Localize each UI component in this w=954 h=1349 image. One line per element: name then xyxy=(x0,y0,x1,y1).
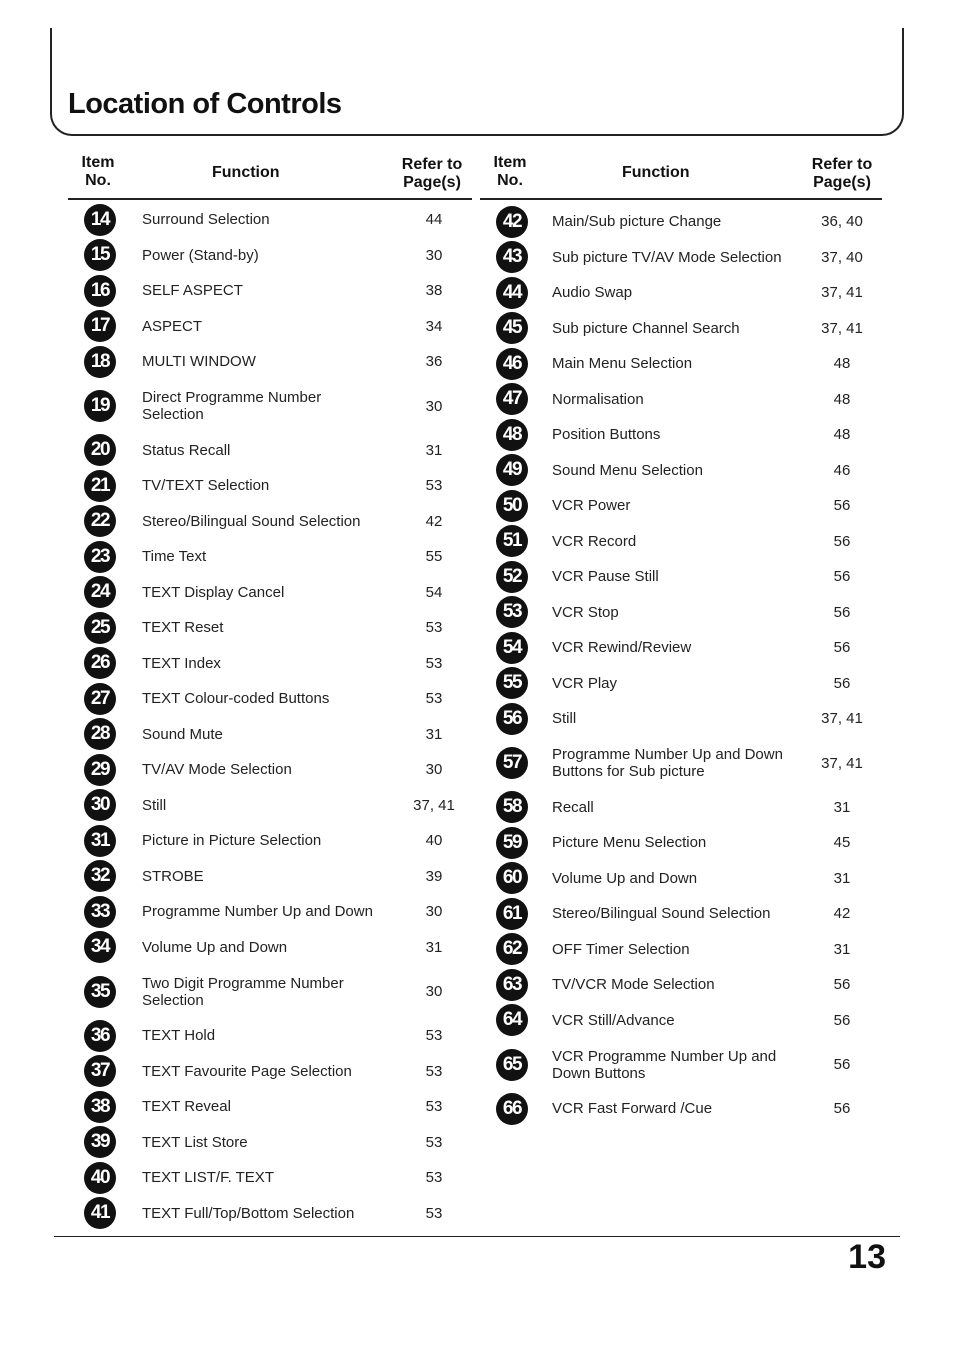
refer-pages: 36, 40 xyxy=(821,213,863,231)
table-row xyxy=(480,595,882,631)
refer-pages: 37, 41 xyxy=(821,754,863,772)
item-number-badge: 26 xyxy=(84,647,116,679)
refer-pages: 37, 41 xyxy=(821,284,863,302)
refer-pages: 53 xyxy=(425,654,443,672)
refer-pages: 31 xyxy=(425,938,443,956)
function-label: Picture in Picture Selection xyxy=(142,832,322,850)
refer-pages: 40 xyxy=(425,832,443,850)
item-number-badge: 40 xyxy=(84,1162,116,1194)
refer-pages: 53 xyxy=(425,1098,443,1116)
header-function: Function xyxy=(622,164,690,181)
table-row xyxy=(68,894,472,930)
item-number-badge: 49 xyxy=(496,454,528,486)
header-function: Function xyxy=(212,164,280,181)
function-label: TEXT Display Cancel xyxy=(142,583,285,601)
item-number-badge: 25 xyxy=(84,612,116,644)
item-number-badge: 46 xyxy=(496,348,528,380)
function-label: VCR Programme Number Up and Down Buttons xyxy=(552,1047,777,1082)
item-number-badge: 30 xyxy=(84,789,116,821)
header-item-no: Item No. xyxy=(81,154,115,189)
refer-pages: 30 xyxy=(425,903,443,921)
item-number-badge: 47 xyxy=(496,383,528,415)
table-row xyxy=(480,630,882,666)
item-number-badge: 65 xyxy=(496,1049,528,1081)
table-row xyxy=(68,1089,472,1125)
item-number-badge: 32 xyxy=(84,860,116,892)
item-number-badge: 14 xyxy=(84,204,116,236)
page-title: Location of Controls xyxy=(68,88,342,120)
refer-pages: 56 xyxy=(833,639,851,657)
item-number-badge: 61 xyxy=(496,898,528,930)
function-label: Sound Menu Selection xyxy=(552,461,703,479)
refer-pages: 53 xyxy=(425,1169,443,1187)
table-row xyxy=(68,752,472,788)
item-number-badge: 64 xyxy=(496,1004,528,1036)
refer-pages: 30 xyxy=(425,246,443,264)
function-label: Still xyxy=(142,796,167,814)
refer-pages: 37, 41 xyxy=(413,796,455,814)
function-label: VCR Record xyxy=(552,532,637,550)
item-number-badge: 54 xyxy=(496,632,528,664)
left-table xyxy=(68,152,472,1231)
function-label: Status Recall xyxy=(142,441,231,459)
function-label: Stereo/Bilingual Sound Selection xyxy=(142,512,361,530)
item-number-badge: 29 xyxy=(84,754,116,786)
function-label: STROBE xyxy=(142,867,204,885)
table-row xyxy=(68,788,472,824)
table-row xyxy=(480,666,882,702)
table-row xyxy=(480,967,882,1003)
function-label: Sub picture Channel Search xyxy=(552,319,740,337)
table-row xyxy=(68,930,472,966)
function-label: OFF Timer Selection xyxy=(552,940,690,958)
table-row xyxy=(68,610,472,646)
item-number-badge: 59 xyxy=(496,827,528,859)
function-label: TEXT Reveal xyxy=(142,1098,231,1116)
refer-pages: 48 xyxy=(833,426,851,444)
item-number-badge: 42 xyxy=(496,206,528,238)
table-row xyxy=(68,309,472,345)
right-table-body xyxy=(480,204,882,1127)
table-row xyxy=(480,1003,882,1039)
right-table-header xyxy=(480,152,882,200)
function-label: TEXT Reset xyxy=(142,619,224,637)
table-row xyxy=(480,1038,882,1091)
table-row xyxy=(68,433,472,469)
item-number-badge: 16 xyxy=(84,275,116,307)
function-label: VCR Play xyxy=(552,674,618,692)
item-number-badge: 37 xyxy=(84,1055,116,1087)
refer-pages: 53 xyxy=(425,1133,443,1151)
refer-pages: 56 xyxy=(833,568,851,586)
function-label: VCR Stop xyxy=(552,603,619,621)
function-label: Normalisation xyxy=(552,390,644,408)
function-label: ASPECT xyxy=(142,317,203,335)
refer-pages: 37, 41 xyxy=(821,710,863,728)
refer-pages: 56 xyxy=(833,532,851,550)
table-row xyxy=(480,737,882,790)
function-label: TEXT Index xyxy=(142,654,221,672)
item-number-badge: 66 xyxy=(496,1093,528,1125)
table-row xyxy=(68,859,472,895)
item-number-badge: 45 xyxy=(496,312,528,344)
function-label: Direct Programme Number Selection xyxy=(142,389,322,423)
item-number-badge: 52 xyxy=(496,561,528,593)
table-row xyxy=(480,524,882,560)
table-row xyxy=(68,202,472,238)
table-row xyxy=(480,790,882,826)
function-label: TV/TEXT Selection xyxy=(142,477,270,495)
table-row xyxy=(480,346,882,382)
refer-pages: 56 xyxy=(833,976,851,994)
function-label: Programme Number Up and Down Buttons for Sub picture xyxy=(552,746,783,780)
table-row xyxy=(480,861,882,897)
refer-pages: 30 xyxy=(425,761,443,779)
item-number-badge: 36 xyxy=(84,1020,116,1052)
function-label: VCR Pause Still xyxy=(552,568,659,586)
table-row xyxy=(480,1091,882,1127)
function-label: TEXT Hold xyxy=(142,1027,216,1045)
refer-pages: 46 xyxy=(833,461,851,479)
function-label: Stereo/Bilingual Sound Selection xyxy=(552,905,771,923)
item-number-badge: 56 xyxy=(496,703,528,735)
item-number-badge: 38 xyxy=(84,1091,116,1123)
table-row xyxy=(68,380,472,433)
table-row xyxy=(68,1054,472,1090)
refer-pages: 56 xyxy=(833,1100,851,1118)
refer-pages: 30 xyxy=(425,983,443,1000)
footer-rule xyxy=(54,1236,900,1237)
refer-pages: 37, 41 xyxy=(821,319,863,337)
function-label: Two Digit Programme Number Selection xyxy=(142,974,344,1009)
refer-pages: 53 xyxy=(425,1027,443,1045)
item-number-badge: 31 xyxy=(84,825,116,857)
item-number-badge: 23 xyxy=(84,541,116,573)
refer-pages: 38 xyxy=(425,282,443,300)
function-label: Programme Number Up and Down xyxy=(142,903,373,921)
table-row xyxy=(68,1018,472,1054)
item-number-badge: 41 xyxy=(84,1197,116,1229)
function-label: VCR Fast Forward /Cue xyxy=(552,1100,713,1118)
item-number-badge: 53 xyxy=(496,596,528,628)
refer-pages: 54 xyxy=(425,583,443,601)
table-row xyxy=(68,273,472,309)
function-label: Power (Stand-by) xyxy=(142,246,259,264)
item-number-badge: 28 xyxy=(84,718,116,750)
item-number-badge: 22 xyxy=(84,505,116,537)
item-number-badge: 48 xyxy=(496,419,528,451)
table-row xyxy=(480,240,882,276)
function-label: Sub picture TV/AV Mode Selection xyxy=(552,248,782,266)
table-row xyxy=(68,717,472,753)
function-label: TEXT List Store xyxy=(142,1133,248,1151)
item-number-badge: 18 xyxy=(84,346,116,378)
refer-pages: 36 xyxy=(425,353,443,371)
table-row xyxy=(480,825,882,861)
table-row xyxy=(68,1196,472,1232)
function-label: TEXT Favourite Page Selection xyxy=(142,1062,352,1080)
table-row xyxy=(68,539,472,575)
table-row xyxy=(480,382,882,418)
table-row xyxy=(68,1160,472,1196)
table-row xyxy=(68,1125,472,1161)
function-label: VCR Power xyxy=(552,497,631,515)
table-row xyxy=(68,504,472,540)
function-label: Main/Sub picture Change xyxy=(552,213,722,231)
function-label: Volume Up and Down xyxy=(142,938,288,956)
function-label: TEXT Full/Top/Bottom Selection xyxy=(142,1204,355,1222)
function-label: Main Menu Selection xyxy=(552,355,693,373)
function-label: TV/VCR Mode Selection xyxy=(552,976,715,994)
refer-pages: 42 xyxy=(425,512,443,530)
function-label: Recall xyxy=(552,798,594,816)
item-number-badge: 50 xyxy=(496,490,528,522)
table-row xyxy=(480,311,882,347)
right-table xyxy=(480,152,882,1127)
table-row xyxy=(68,238,472,274)
refer-pages: 53 xyxy=(425,619,443,637)
function-label: TEXT Colour-coded Buttons xyxy=(142,690,330,708)
table-row xyxy=(480,453,882,489)
table-row xyxy=(68,823,472,859)
table-row xyxy=(480,417,882,453)
function-label: Still xyxy=(552,710,577,728)
table-row xyxy=(68,344,472,380)
table-row xyxy=(68,681,472,717)
function-label: Audio Swap xyxy=(552,284,633,302)
refer-pages: 31 xyxy=(833,869,851,887)
function-label: MULTI WINDOW xyxy=(142,353,256,371)
item-number-badge: 57 xyxy=(496,747,528,779)
item-number-badge: 15 xyxy=(84,239,116,271)
item-number-badge: 62 xyxy=(496,933,528,965)
refer-pages: 31 xyxy=(425,725,443,743)
function-label: Surround Selection xyxy=(142,211,270,229)
refer-pages: 56 xyxy=(833,674,851,692)
function-label: TV/AV Mode Selection xyxy=(142,761,292,779)
refer-pages: 55 xyxy=(425,548,443,566)
table-row xyxy=(480,275,882,311)
refer-pages: 39 xyxy=(425,867,443,885)
refer-pages: 53 xyxy=(425,477,443,495)
item-number-badge: 34 xyxy=(84,931,116,963)
table-row xyxy=(68,965,472,1018)
refer-pages: 42 xyxy=(833,905,851,923)
item-number-badge: 24 xyxy=(84,576,116,608)
table-row xyxy=(480,896,882,932)
function-label: Picture Menu Selection xyxy=(552,834,707,852)
refer-pages: 53 xyxy=(425,690,443,708)
function-label: Sound Mute xyxy=(142,725,223,743)
item-number-badge: 27 xyxy=(84,683,116,715)
header-refer-pages: Refer to Page(s) xyxy=(401,156,463,191)
item-number-badge: 20 xyxy=(84,434,116,466)
function-label: SELF ASPECT xyxy=(142,282,243,300)
item-number-badge: 33 xyxy=(84,896,116,928)
function-label: Volume Up and Down xyxy=(552,869,698,887)
table-row xyxy=(480,488,882,524)
table-row xyxy=(480,559,882,595)
item-number-badge: 43 xyxy=(496,241,528,273)
refer-pages: 30 xyxy=(425,397,443,415)
table-row xyxy=(68,646,472,682)
function-label: TEXT LIST/F. TEXT xyxy=(142,1169,274,1187)
table-row xyxy=(480,204,882,240)
refer-pages: 53 xyxy=(425,1204,443,1222)
item-number-badge: 35 xyxy=(84,976,116,1008)
refer-pages: 56 xyxy=(833,1011,851,1029)
table-row xyxy=(68,575,472,611)
refer-pages: 37, 40 xyxy=(821,248,863,266)
function-label: Position Buttons xyxy=(552,426,661,444)
refer-pages: 34 xyxy=(425,317,443,335)
item-number-badge: 17 xyxy=(84,310,116,342)
table-row xyxy=(480,701,882,737)
header-refer-pages: Refer to Page(s) xyxy=(811,156,873,191)
item-number-badge: 55 xyxy=(496,667,528,699)
refer-pages: 45 xyxy=(833,834,851,852)
item-number-badge: 51 xyxy=(496,525,528,557)
refer-pages: 56 xyxy=(833,1056,851,1073)
left-table-body xyxy=(68,202,472,1231)
function-label: VCR Rewind/Review xyxy=(552,639,692,657)
item-number-badge: 63 xyxy=(496,969,528,1001)
item-number-badge: 39 xyxy=(84,1126,116,1158)
refer-pages: 44 xyxy=(425,211,443,229)
header-item-no: Item No. xyxy=(493,154,527,189)
table-row xyxy=(480,932,882,968)
page-number: 13 xyxy=(848,1238,886,1276)
refer-pages: 48 xyxy=(833,355,851,373)
item-number-badge: 21 xyxy=(84,470,116,502)
table-row xyxy=(68,468,472,504)
refer-pages: 31 xyxy=(425,441,443,459)
refer-pages: 31 xyxy=(833,940,851,958)
refer-pages: 53 xyxy=(425,1062,443,1080)
item-number-badge: 44 xyxy=(496,277,528,309)
refer-pages: 31 xyxy=(833,798,851,816)
refer-pages: 48 xyxy=(833,390,851,408)
item-number-badge: 58 xyxy=(496,791,528,823)
function-label: Time Text xyxy=(142,548,207,566)
refer-pages: 56 xyxy=(833,497,851,515)
left-table-header xyxy=(68,152,472,200)
refer-pages: 56 xyxy=(833,603,851,621)
item-number-badge: 19 xyxy=(84,390,116,422)
item-number-badge: 60 xyxy=(496,862,528,894)
function-label: VCR Still/Advance xyxy=(552,1011,675,1029)
